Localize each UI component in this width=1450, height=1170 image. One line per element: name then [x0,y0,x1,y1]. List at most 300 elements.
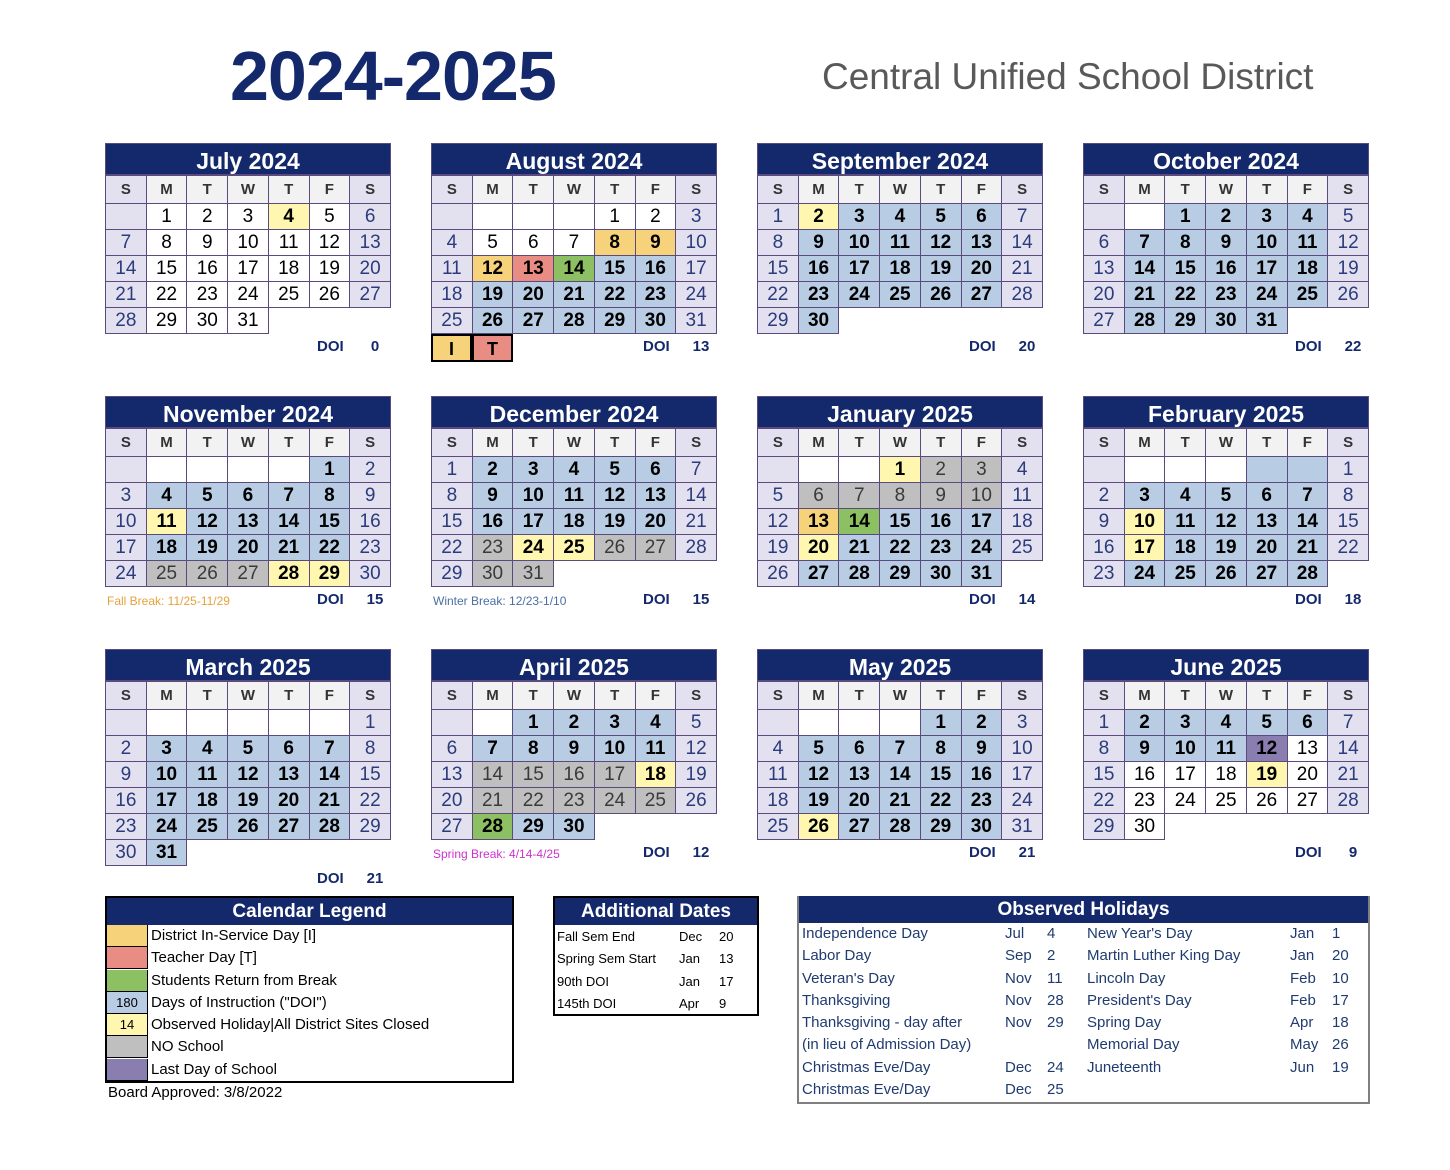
day-cell: 6 [1246,483,1287,509]
day-cell [1002,561,1043,587]
day-cell: 19 [187,535,228,561]
day-cell: 7 [1328,710,1369,736]
day-cell: 11 [432,256,473,282]
day-cell: 21 [1287,535,1328,561]
day-cell: 17 [676,256,717,282]
day-cell: 23 [798,282,839,308]
weekday-header: S [350,176,391,204]
holiday-month: Nov [1005,969,1032,987]
day-cell: 12 [1328,230,1369,256]
day-cell [309,308,350,334]
day-cell [676,814,717,840]
day-cell: 16 [187,256,228,282]
weekday-header: T [594,176,635,204]
holiday-day: 24 [1047,1058,1064,1076]
day-cell: 29 [513,814,554,840]
weekday-header: S [1328,682,1369,710]
day-cell: 16 [1206,256,1247,282]
day-cell: 8 [309,483,350,509]
day-cell: 16 [1084,535,1125,561]
month-calendar [431,396,717,609]
holiday-row [799,923,1368,945]
day-cell: 10 [961,483,1002,509]
day-cell: 25 [1287,282,1328,308]
day-cell: 5 [758,483,799,509]
day-cell: 15 [1084,762,1125,788]
day-cell [798,710,839,736]
day-cell: 11 [758,762,799,788]
date-day: 20 [719,929,734,944]
day-cell: 30 [554,814,595,840]
month-grid [757,175,1043,334]
day-cell: 20 [839,788,880,814]
legend-title: Calendar Legend [107,898,512,925]
holiday-day: 18 [1332,1014,1349,1032]
date-label: 145th DOI [557,995,617,1011]
holiday-day: 29 [1047,1014,1064,1032]
weekday-header: F [309,682,350,710]
day-cell: 15 [594,256,635,282]
observed-holidays [797,896,1370,1104]
weekday-header: W [554,429,595,457]
day-cell: 22 [1084,788,1125,814]
weekday-header: W [1206,429,1247,457]
day-cell: 26 [1246,788,1287,814]
holiday-row [799,1079,1368,1101]
doi-value: 13 [692,338,710,355]
date-day: 9 [719,995,727,1011]
day-cell: 8 [758,230,799,256]
month-calendar [105,649,391,888]
day-cell: 18 [758,788,799,814]
day-cell: 12 [1206,509,1247,535]
weekday-header: F [309,176,350,204]
day-cell: 6 [961,204,1002,230]
day-cell: 7 [839,483,880,509]
day-cell: 22 [920,788,961,814]
day-cell: 28 [268,561,309,587]
weekday-header: S [432,176,473,204]
day-cell: 11 [635,736,676,762]
month-calendar [105,396,391,609]
day-cell: 6 [513,230,554,256]
day-cell: 24 [1165,788,1206,814]
day-cell: 21 [1002,256,1043,282]
day-cell: 7 [472,736,513,762]
day-cell: 25 [880,282,921,308]
day-cell: 22 [1328,535,1369,561]
day-cell: 23 [350,535,391,561]
day-cell: 26 [187,561,228,587]
month-title: February 2025 [1083,396,1369,428]
month-grid [105,175,391,334]
inservice-marker: I [431,334,472,362]
day-cell [1002,308,1043,334]
weekday-header: T [920,429,961,457]
day-cell: 25 [758,814,799,840]
weekday-header: M [146,176,187,204]
doi-value: 15 [692,591,710,608]
day-cell [920,308,961,334]
day-cell: 23 [961,788,1002,814]
day-cell: 7 [880,736,921,762]
day-cell: 2 [106,736,147,762]
weekday-header: S [1002,682,1043,710]
month-title: December 2024 [431,396,717,428]
day-cell: 12 [798,762,839,788]
day-cell: 6 [350,204,391,230]
month-grid [105,681,391,866]
day-cell: 18 [146,535,187,561]
day-cell: 8 [1084,736,1125,762]
weekday-header: T [1165,682,1206,710]
break-note: Winter Break: 12/23-1/10 [433,594,567,608]
day-cell: 14 [880,762,921,788]
day-cell: 9 [798,230,839,256]
date-day: 17 [719,973,734,989]
weekday-header: T [1246,429,1287,457]
day-cell [309,710,350,736]
day-cell: 3 [676,204,717,230]
day-cell [1328,814,1369,840]
day-cell: 25 [1206,788,1247,814]
day-cell: 10 [1124,509,1165,535]
holiday-row [799,1012,1368,1034]
day-cell: 1 [758,204,799,230]
day-cell: 21 [1328,762,1369,788]
day-cell [1165,457,1206,483]
day-cell: 4 [1287,204,1328,230]
day-cell: 21 [880,788,921,814]
weekday-header: T [594,429,635,457]
day-cell: 30 [1206,308,1247,334]
weekday-header: S [758,429,799,457]
day-cell: 16 [106,788,147,814]
doi-label: DOI [969,338,996,355]
day-cell: 24 [961,535,1002,561]
day-cell: 1 [350,710,391,736]
legend-label: Students Return from Break [151,971,337,989]
day-cell [187,710,228,736]
day-cell: 30 [350,561,391,587]
day-cell [594,814,635,840]
day-cell [187,457,228,483]
month-title: June 2025 [1083,649,1369,681]
legend-item [107,992,512,1014]
doi-label: DOI [317,591,344,608]
teacher-day-marker: T [472,334,513,362]
day-cell: 24 [676,282,717,308]
weekday-header: T [513,429,554,457]
day-cell: 9 [187,230,228,256]
weekday-header: S [676,176,717,204]
day-cell: 24 [594,788,635,814]
day-cell: 6 [1287,710,1328,736]
day-cell: 17 [594,762,635,788]
day-cell: 6 [635,457,676,483]
day-cell: 18 [880,256,921,282]
doi-row [757,587,1043,609]
day-cell: 13 [1246,509,1287,535]
day-cell: 21 [839,535,880,561]
day-cell [839,308,880,334]
legend-label: NO School [151,1038,224,1056]
day-cell: 27 [798,561,839,587]
doi-label: DOI [969,591,996,608]
holiday-day: 26 [1332,1036,1349,1054]
day-cell: 4 [1206,710,1247,736]
day-cell: 8 [920,736,961,762]
day-cell [187,840,228,866]
day-cell [839,457,880,483]
month-grid [1083,428,1369,587]
day-cell: 12 [187,509,228,535]
day-cell: 13 [1084,256,1125,282]
day-cell: 15 [758,256,799,282]
weekday-header: S [432,682,473,710]
holiday-day: 20 [1332,947,1349,965]
day-cell: 25 [268,282,309,308]
weekday-header: S [106,682,147,710]
day-cell: 26 [228,814,269,840]
day-cell: 19 [594,509,635,535]
day-cell: 24 [513,535,554,561]
weekday-header: S [432,429,473,457]
weekday-header: S [758,176,799,204]
district-title: Central Unified School District [822,56,1314,97]
month-calendar [105,143,391,356]
day-cell: 19 [798,788,839,814]
holiday-month: Apr [1290,1014,1314,1032]
day-cell: 16 [961,762,1002,788]
weekday-header: F [309,429,350,457]
day-cell: 9 [635,230,676,256]
day-cell: 29 [350,814,391,840]
day-cell: 31 [676,308,717,334]
legend-label: Observed Holiday|All District Sites Closed [151,1016,430,1034]
day-cell: 3 [228,204,269,230]
day-cell: 28 [1287,561,1328,587]
weekday-header: S [676,429,717,457]
weekday-header: S [1002,429,1043,457]
holiday-day: 28 [1047,991,1064,1009]
day-cell: 31 [1002,814,1043,840]
day-cell: 24 [228,282,269,308]
day-cell: 7 [309,736,350,762]
day-cell: 12 [676,736,717,762]
day-cell: 9 [1124,736,1165,762]
weekday-header: T [594,682,635,710]
day-cell: 29 [432,561,473,587]
date-month: Jan [679,973,700,989]
day-cell: 21 [554,282,595,308]
day-cell: 22 [513,788,554,814]
legend-swatch [107,970,148,992]
day-cell [1287,308,1328,334]
day-cell [228,840,269,866]
doi-label: DOI [317,338,344,355]
day-cell: 5 [1206,483,1247,509]
day-cell: 28 [676,535,717,561]
day-cell: 28 [554,308,595,334]
legend-swatch: 180 [107,992,148,1014]
weekday-header: S [1084,429,1125,457]
day-cell: 10 [1246,230,1287,256]
weekday-header: M [798,682,839,710]
date-label: Spring Sem Start [557,951,656,967]
day-cell [106,204,147,230]
day-cell [350,840,391,866]
day-cell: 26 [676,788,717,814]
weekday-header: T [920,682,961,710]
break-note: Spring Break: 4/14-4/25 [433,847,560,861]
day-cell: 29 [1084,814,1125,840]
day-cell: 10 [839,230,880,256]
month-calendar [431,143,717,359]
day-cell: 9 [554,736,595,762]
day-cell: 30 [106,840,147,866]
day-cell: 16 [472,509,513,535]
doi-value: 21 [366,870,384,887]
legend-swatch [107,1036,148,1058]
day-cell: 1 [920,710,961,736]
day-cell: 8 [432,483,473,509]
weekday-header: T [513,176,554,204]
day-cell: 15 [513,762,554,788]
day-cell: 29 [146,308,187,334]
day-cell: 20 [268,788,309,814]
day-cell: 8 [350,736,391,762]
holiday-day: 25 [1047,1081,1064,1099]
day-cell: 9 [1206,230,1247,256]
day-cell: 16 [635,256,676,282]
day-cell: 3 [594,710,635,736]
weekday-header: F [635,176,676,204]
day-cell: 21 [472,788,513,814]
day-cell: 15 [880,509,921,535]
month-title: November 2024 [105,396,391,428]
day-cell [513,204,554,230]
day-cell: 18 [1002,509,1043,535]
day-cell: 18 [1165,535,1206,561]
day-cell: 2 [350,457,391,483]
day-cell: 20 [513,282,554,308]
doi-row [757,334,1043,356]
day-cell: 1 [1084,710,1125,736]
additional-dates-title: Additional Dates [555,898,757,925]
legend-item [107,970,512,992]
holiday-day: 2 [1047,947,1056,965]
weekday-header: F [1287,429,1328,457]
day-cell: 20 [1287,762,1328,788]
day-cell: 15 [432,509,473,535]
holiday-day: 17 [1332,991,1349,1009]
day-cell: 7 [106,230,147,256]
weekday-header: W [1206,176,1247,204]
day-cell: 7 [1002,204,1043,230]
day-cell: 12 [594,483,635,509]
day-cell: 2 [472,457,513,483]
weekday-header: M [1124,176,1165,204]
day-cell: 18 [635,762,676,788]
holiday-name: Thanksgiving [802,991,891,1009]
month-calendar [757,143,1043,356]
additional-date-row [555,947,757,969]
day-cell: 24 [1002,788,1043,814]
day-cell [1124,204,1165,230]
day-cell: 29 [758,308,799,334]
day-cell: 30 [798,308,839,334]
day-cell: 27 [268,814,309,840]
day-cell: 20 [350,256,391,282]
day-cell: 12 [920,230,961,256]
day-cell [1206,457,1247,483]
day-cell: 17 [1124,535,1165,561]
day-cell: 8 [594,230,635,256]
weekday-header: F [961,682,1002,710]
day-cell: 24 [1246,282,1287,308]
day-cell: 14 [554,256,595,282]
day-cell: 27 [839,814,880,840]
day-cell: 10 [228,230,269,256]
doi-row [431,334,717,359]
holiday-name: Martin Luther King Day [1087,947,1241,965]
day-cell: 19 [228,788,269,814]
weekday-header: S [758,682,799,710]
day-cell: 20 [228,535,269,561]
day-cell: 11 [187,762,228,788]
day-cell: 10 [676,230,717,256]
weekday-header: F [635,682,676,710]
day-cell: 28 [1002,282,1043,308]
day-cell: 26 [472,308,513,334]
weekday-header: W [880,429,921,457]
day-cell: 25 [554,535,595,561]
day-cell: 9 [106,762,147,788]
day-cell [268,457,309,483]
doi-value: 12 [692,844,710,861]
day-cell [228,457,269,483]
doi-label: DOI [643,591,670,608]
day-cell [961,308,1002,334]
legend-item [107,925,512,947]
day-cell: 13 [839,762,880,788]
day-cell [228,710,269,736]
weekday-header: M [798,176,839,204]
holiday-name: (in lieu of Admission Day) [802,1036,972,1054]
day-cell: 30 [1124,814,1165,840]
day-cell [1124,457,1165,483]
day-cell: 14 [839,509,880,535]
day-cell: 31 [1246,308,1287,334]
day-cell: 5 [309,204,350,230]
day-cell: 20 [635,509,676,535]
day-cell [758,457,799,483]
day-cell: 9 [472,483,513,509]
day-cell: 14 [676,483,717,509]
day-cell: 18 [268,256,309,282]
day-cell [1206,814,1247,840]
weekday-header: T [513,682,554,710]
day-cell: 4 [554,457,595,483]
day-cell: 21 [268,535,309,561]
day-cell: 14 [268,509,309,535]
holiday-month: Jun [1290,1058,1315,1076]
day-cell: 18 [187,788,228,814]
legend-swatch [107,947,148,969]
day-cell: 13 [961,230,1002,256]
holiday-month: May [1290,1036,1319,1054]
